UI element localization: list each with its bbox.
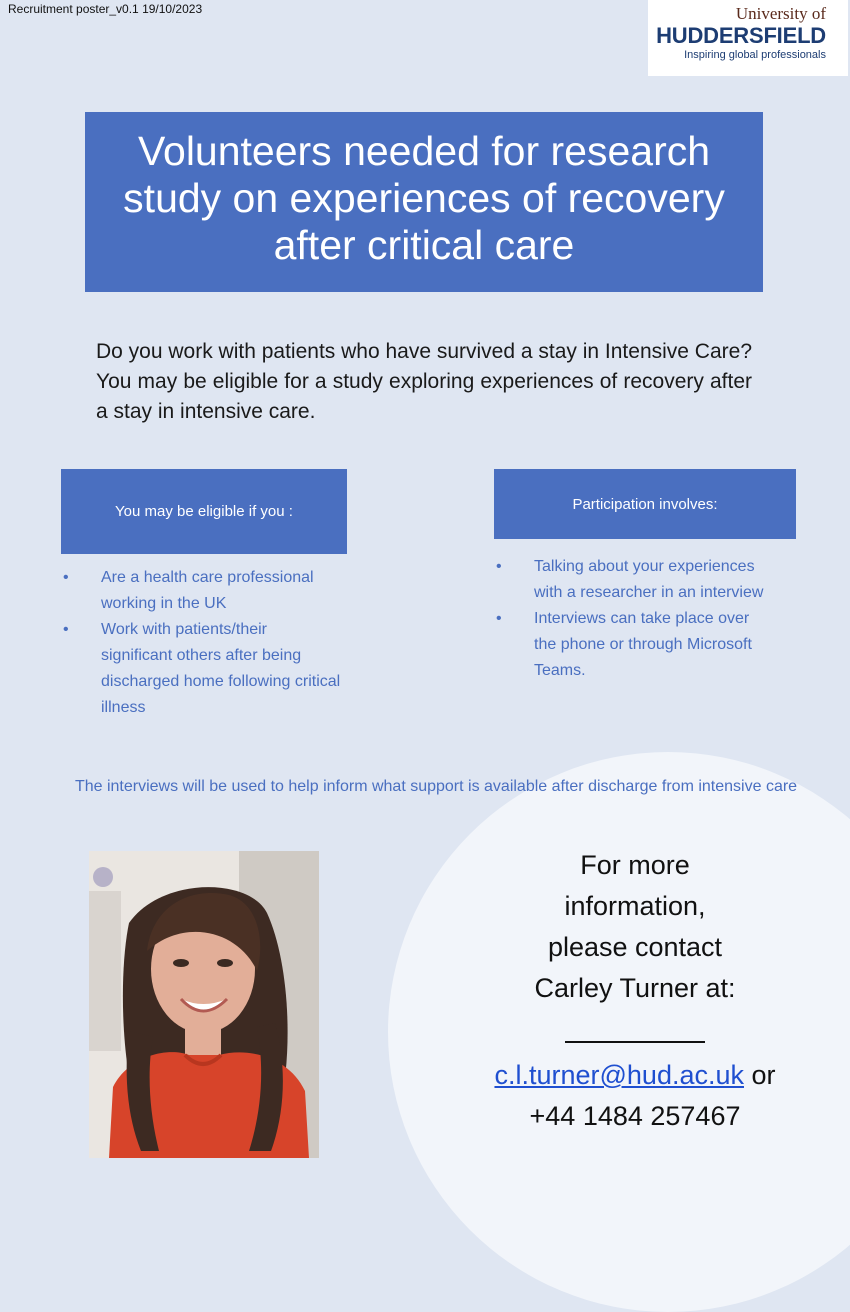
email-link[interactable]: c.l.turner@hud.ac.uk	[494, 1060, 744, 1090]
logo-university-of: University of	[735, 4, 826, 23]
contact-line: please contact	[547, 932, 723, 962]
email-row	[460, 1055, 810, 1096]
logo-huddersfield: HUDDERSFIELD	[656, 23, 826, 48]
eligibility-item: • Are a health care professional working in the UK	[61, 565, 341, 617]
intro-paragraph: Do you work with patients who have survived a stay in Intensive Care? You may be eligible for a study exploring experiences of recovery after a stay in intensive care.	[96, 340, 752, 423]
summary-text: The interviews will be used to help inform what support is available after discharge from intensive care	[74, 778, 798, 795]
participation-item: • Interviews can take place over the phone or through Microsoft Teams.	[494, 606, 774, 684]
researcher-photo	[89, 851, 319, 1158]
contact-divider	[565, 1021, 705, 1043]
university-logo	[648, 0, 848, 76]
logo-tagline: Inspiring global professionals	[684, 49, 826, 61]
participation-item: • Talking about your experiences with a researcher in an interview	[494, 554, 774, 606]
contact-block	[460, 845, 810, 1137]
contact-line: Carley Turner at:	[534, 973, 736, 1003]
eligibility-item: • Work with patients/their significant others after being discharged home following critical illness	[61, 617, 341, 721]
eligibility-header: You may be eligible if you :	[61, 469, 347, 554]
contact-line: For more	[580, 850, 690, 880]
participation-list	[494, 554, 774, 684]
document-version-label: Recruitment poster_v0.1 19/10/2023	[8, 2, 203, 16]
or-text: or	[751, 1060, 776, 1090]
poster-title: Volunteers needed for research study on experiences of recovery after critical care	[85, 112, 763, 292]
eligibility-list	[61, 565, 341, 721]
contact-line: information,	[564, 891, 706, 921]
participation-header: Participation involves:	[494, 469, 796, 539]
phone-number: +44 1484 257467	[529, 1101, 741, 1131]
